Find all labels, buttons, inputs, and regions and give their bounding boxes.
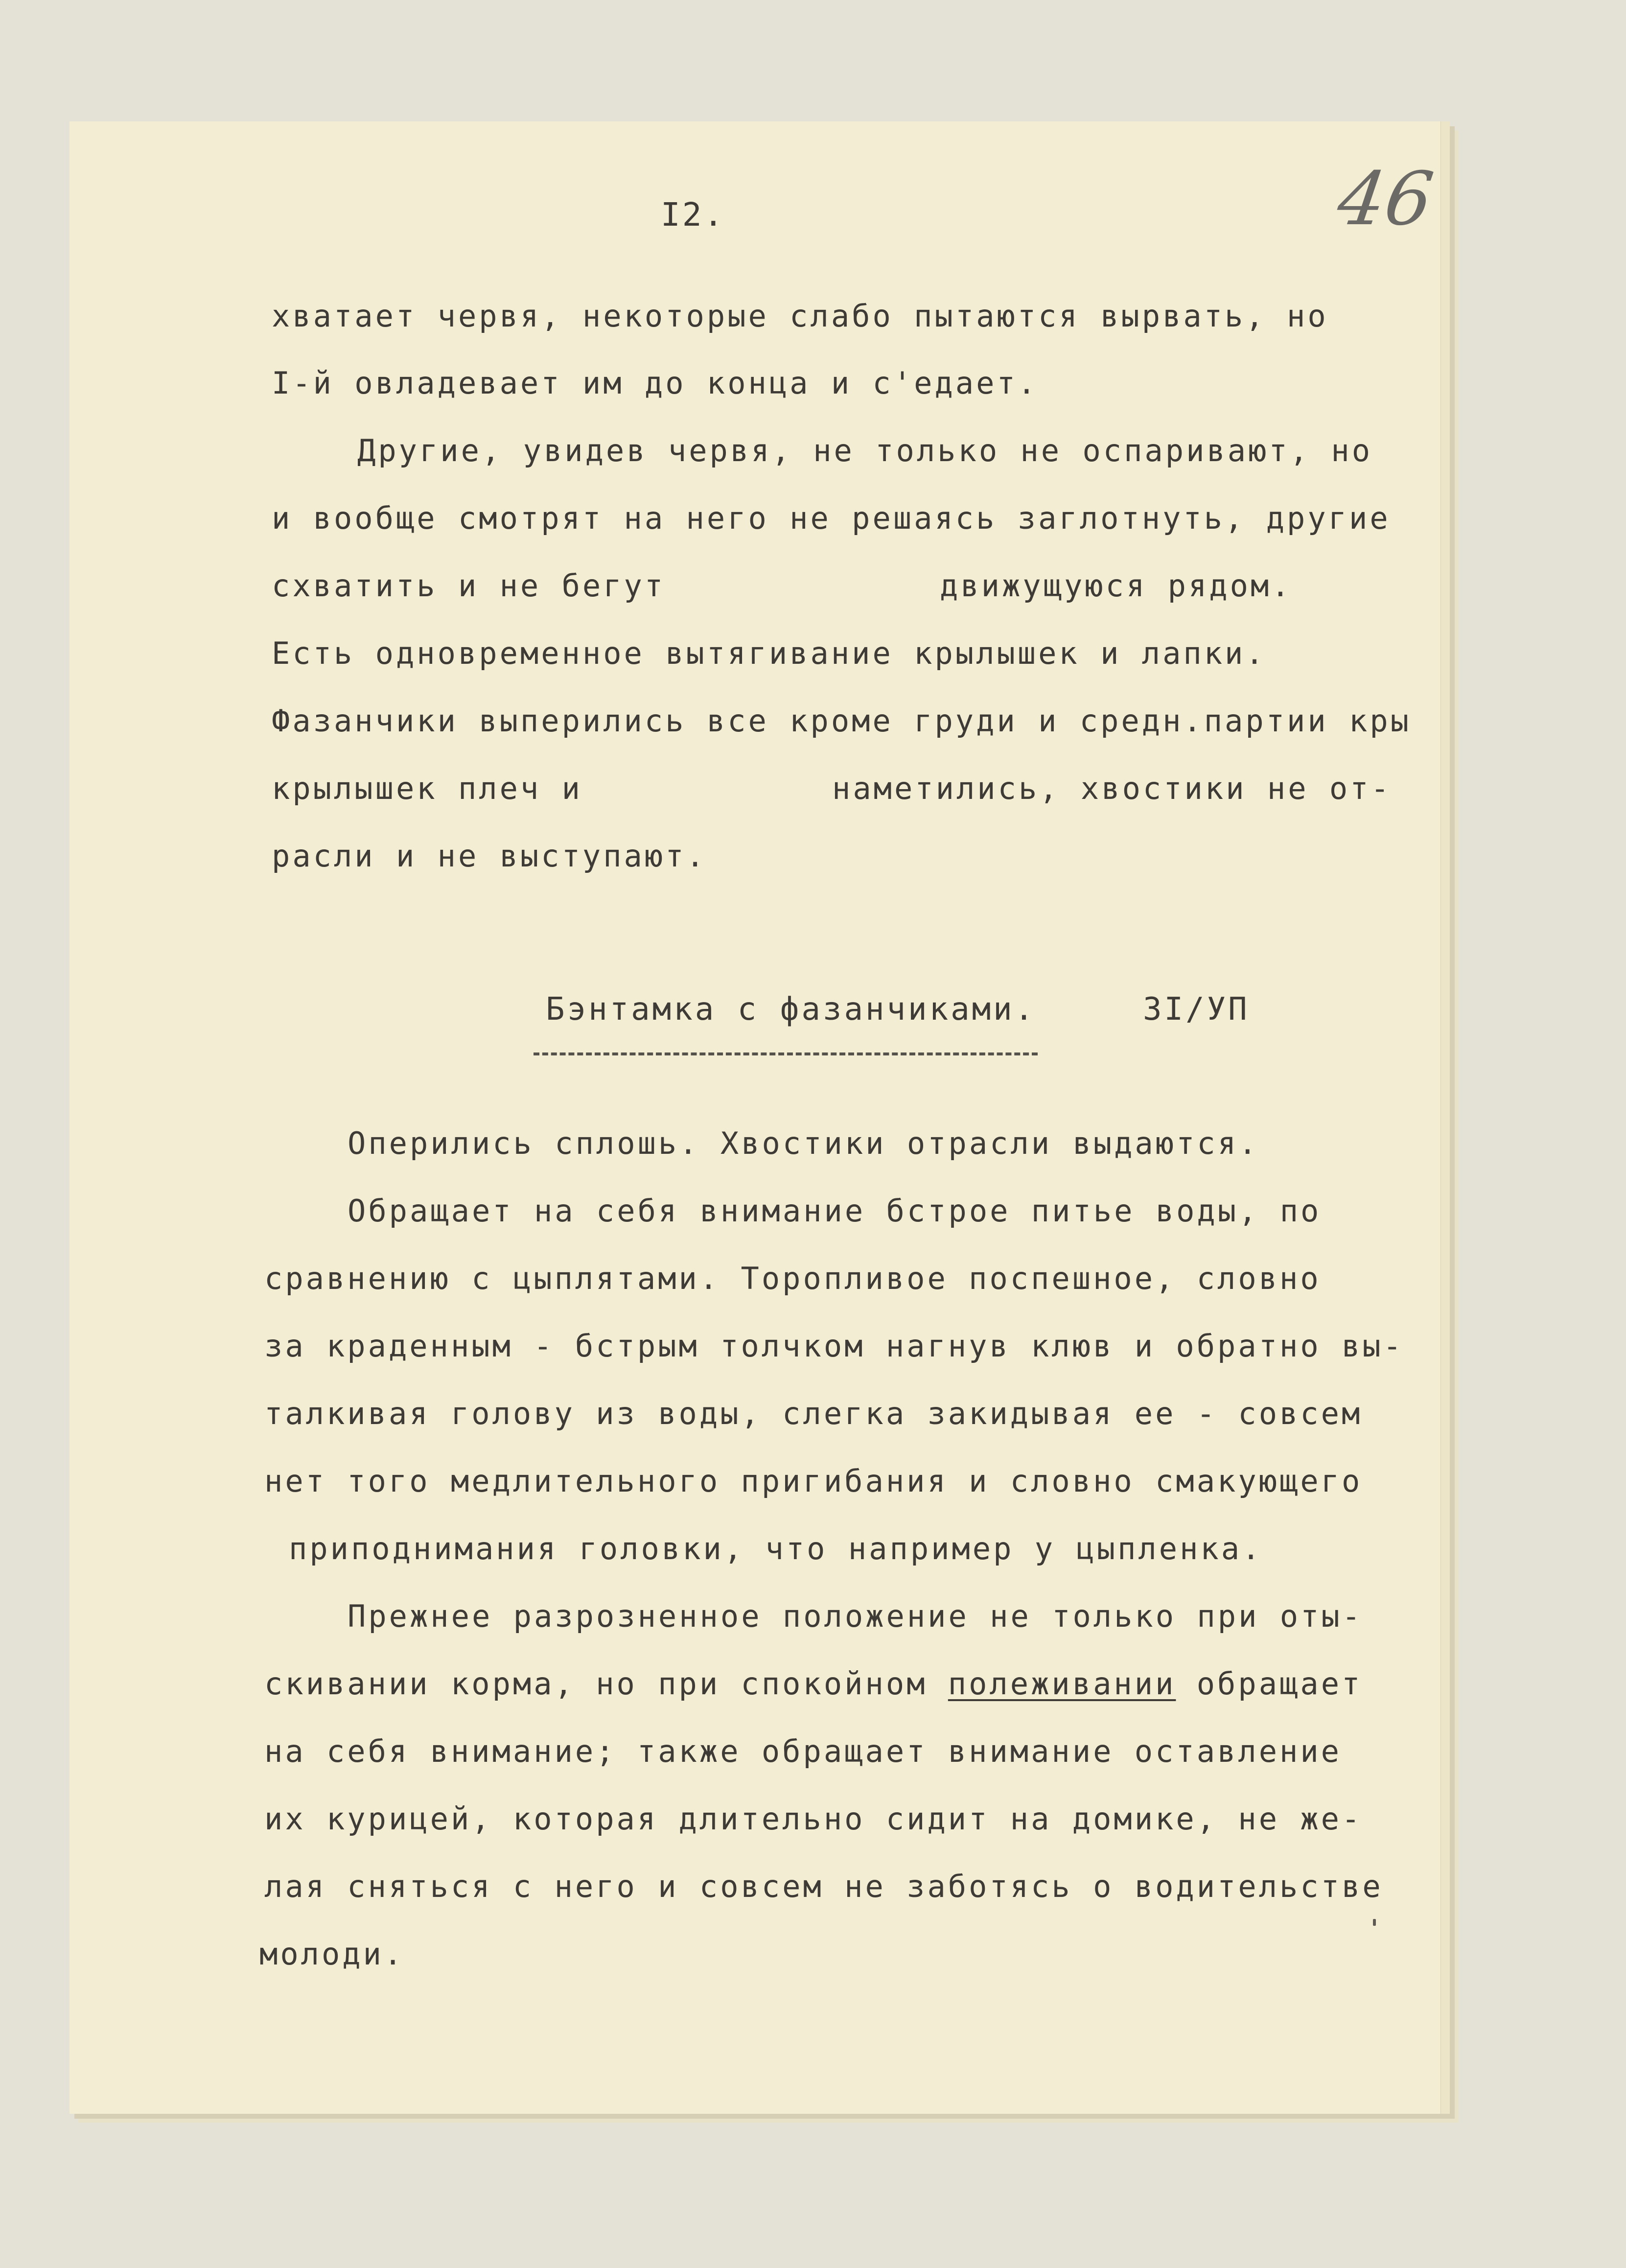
text-line: Фазанчики выперились все кроме груди и средн.партии кры — [272, 703, 1411, 739]
text-line: Другие, увидев червя, не только не оспаривают, но — [357, 433, 1373, 468]
text-line: молоди. — [259, 1936, 405, 1972]
text-line: за краденным - бстрым толчком нагнув клюв и обратно вы- — [264, 1328, 1404, 1364]
text-line — [264, 1666, 1363, 1702]
text-line: Есть одновременное вытягивание крылышек и лапки. — [272, 635, 1266, 671]
text-segment: обращает — [1196, 1666, 1363, 1702]
text-line: крылышек плеч и — [272, 771, 582, 806]
text-line: расли и не выступают. — [272, 838, 707, 874]
text-segment: скивании корма, но при спокойном — [264, 1666, 928, 1702]
underlined-word: полеживании — [948, 1666, 1176, 1702]
text-line: Оперились сплошь. Хвостики отрасли выдаются. — [348, 1125, 1259, 1161]
text-line: на себя внимание; также обращает внимание оставление — [264, 1733, 1342, 1769]
archive-page-number-handwritten: 46 — [1332, 157, 1439, 242]
text-line: I-й овладевает им до конца и с'едает. — [272, 365, 1039, 401]
text-line: их курицей, которая длительно сидит на домике, не же- — [264, 1801, 1363, 1837]
text-line: сравнению с цыплятами. Торопливое поспешное, словно — [264, 1261, 1321, 1296]
text-line: приподнимания головки, что например у цыпленка. — [289, 1531, 1263, 1567]
section-heading-date: 3I/УП — [1143, 991, 1250, 1028]
text-line: движущуюся рядом. — [940, 568, 1292, 604]
text-line: наметились, хвостики не от- — [832, 771, 1392, 806]
heading-dashed-underline — [534, 1052, 1038, 1055]
text-line: лая сняться с него и совсем не заботясь о водительстве — [264, 1869, 1383, 1904]
text-line: Прежнее разрозненное положение не только при оты- — [348, 1598, 1363, 1634]
section-heading: Бэнтамка с фазанчиками. — [546, 991, 1036, 1028]
text-line: нет того медлительного пригибания и словно смакующего — [264, 1463, 1363, 1499]
paper-speck — [1373, 1919, 1376, 1926]
text-line: Обращает на себя внимание бстрое питье воды, по — [348, 1193, 1322, 1229]
text-line: талкивая голову из воды, слегка закидывая ее - совсем — [264, 1396, 1363, 1431]
page-number: I2. — [661, 196, 725, 234]
text-line: и вообще смотрят на него не решаясь заглотнуть, другие — [272, 500, 1391, 536]
sheet-edge — [1440, 121, 1450, 2114]
text-line: схватить и не бегут — [272, 568, 666, 604]
text-line: хватает червя, некоторые слабо пытаются вырвать, но — [272, 298, 1328, 334]
